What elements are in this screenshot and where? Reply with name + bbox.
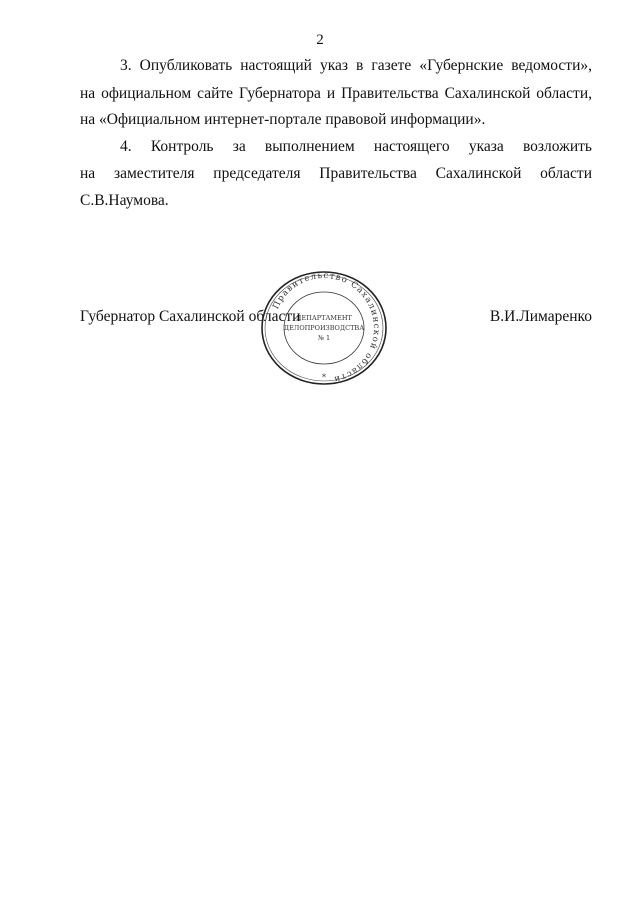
stamp-inner-line-1: ДЕПАРТАМЕНТ [296,314,352,322]
stamp-inner-line-3: № 1 [317,334,331,342]
paragraph-3-line-1: 3. Опубликовать настоящий указ в газете «Губернские ведомости», [120,57,592,74]
page-number: 2 [316,32,324,48]
paragraph-3-line-2: на официальном сайте Губернатора и Правительства Сахалинской области, [80,85,592,102]
signature-name: В.И.Лимаренко [489,308,592,325]
official-stamp [258,268,390,388]
paragraph-4-line-3: С.В.Наумова. [80,192,169,209]
paragraph-3-line-3: на «Официальном интернет-портале правовой информации». [80,111,486,128]
signature-title: Губернатор Сахалинской области [80,308,301,325]
paragraph-4-line-2: на заместителя председателя Правительства Сахалинской области [80,165,592,182]
stamp-seal-icon [258,268,390,388]
stamp-star: * [322,373,326,382]
stamp-outer-text: Правительство Сахалинской области [271,270,382,385]
paragraph-4-line-1: 4. Контроль за выполнением настоящего указа возложить [120,138,592,155]
stamp-inner-line-2: ДЕЛОПРОИЗВОДСТВА [283,324,365,332]
